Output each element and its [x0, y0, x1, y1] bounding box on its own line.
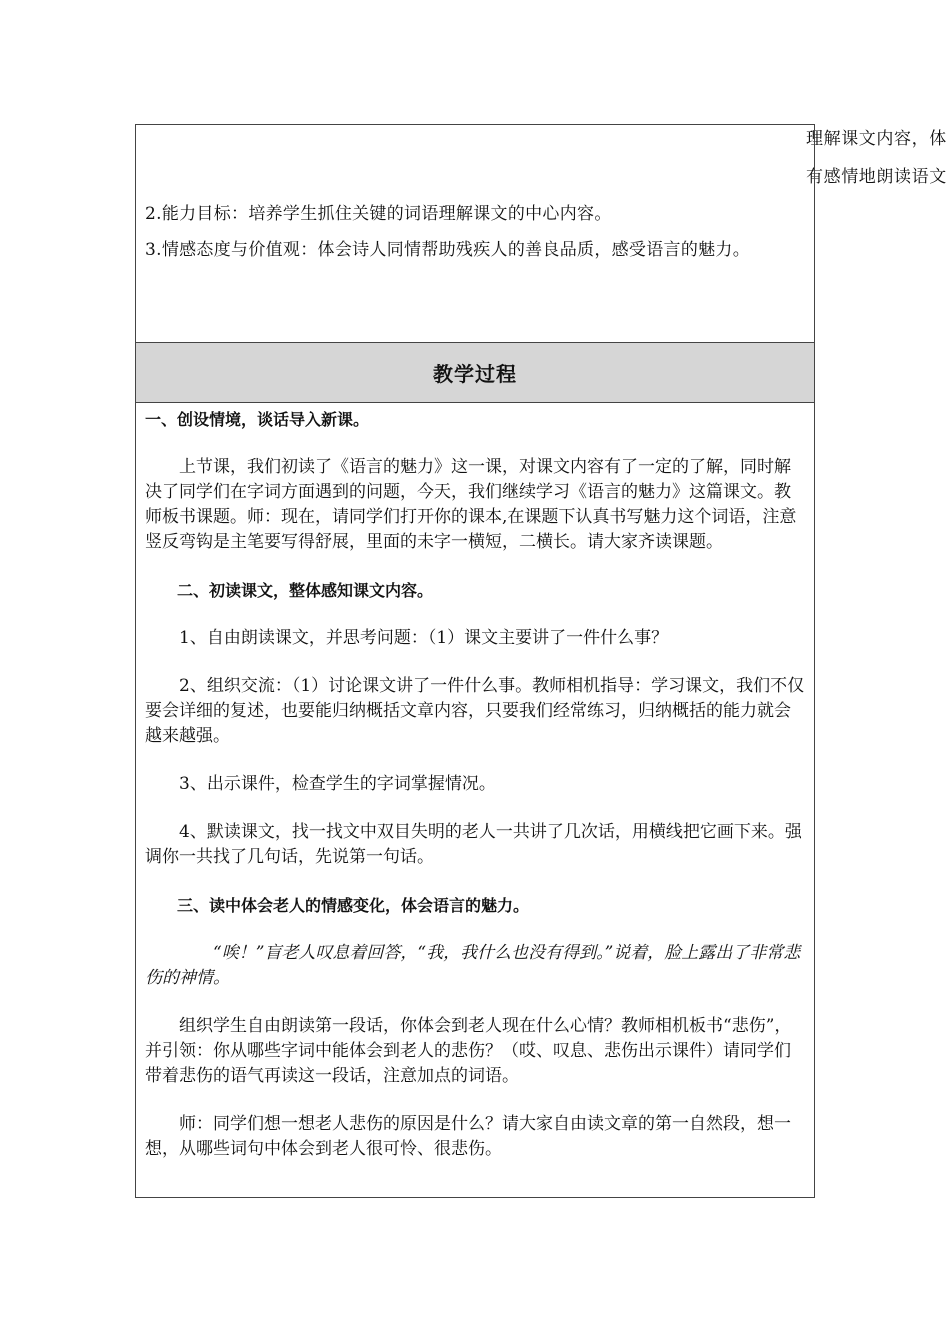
section-3-title: 三、读中体会老人的情感变化，体会语言的魅力。	[177, 896, 530, 915]
process-header-cell	[136, 343, 814, 403]
lesson-plan-table	[135, 124, 815, 1198]
section-1-title: 一、创设情境，谈话导入新课。	[145, 410, 370, 429]
quote-paragraph: “唉！”盲老人叹息着回答，“我，我什么也没有得到。”说着，脸上露出了非常悲伤的神情。	[145, 943, 801, 988]
ability-objective: 2.能力目标：培养学生抓住关键的词语理解课文的中心内容。	[145, 204, 612, 224]
step-2: 2、组织交流：（1）讨论课文讲了一件什么事。教师相机指导：学习课文，我们不仅要会详细的复述，也要能归纳概括文章内容，只要我们经常练习，归纳概括的能力就会越来越强。	[145, 676, 805, 746]
section-2-title: 二、初读课文，整体感知课文内容。	[177, 581, 434, 600]
objectives-cell	[136, 125, 814, 343]
step-1: 1、自由朗读课文，并思考问题：（1）课文主要讲了一件什么事？	[179, 628, 669, 648]
emotion-objective: 3.情感态度与价值观：体会诗人同情帮助残疾人的善良品质，感受语言的魅力。	[145, 240, 751, 260]
paragraph-a: 组织学生自由朗读第一段话，你体会到老人现在什么心情？教师相机板书“悲伤”，并引领：你从哪些字词中能体会到老人的悲伤？（哎、叹息、悲伤出示课件）请同学们带着悲伤的语气再读这一段话，注意加点的词语。	[145, 1016, 792, 1086]
process-header-title: 教学过程	[433, 362, 517, 386]
section-1-paragraph: 上节课，我们初读了《语言的魅力》这一课，对课文内容有了一定的了解，同时解决了同学们在字词方面遇到的问题，今天，我们继续学习《语言的魅力》这篇课文。教师板书课题。师：现在，请同学们打开你的课本,在课题下认真书写魅力这个词语，注意竖反弯钩是主笔要写得舒展，里面的未字一横短，二横长。请大家齐读课题。	[145, 457, 797, 552]
step-3: 3、出示课件，检查学生的字词掌握情况。	[179, 774, 496, 794]
paragraph-b: 师：同学们想一想老人悲伤的原因是什么？请大家自由读文章的第一自然段，想一想，从哪些词句中体会到老人很可怜、很悲伤。	[145, 1114, 791, 1159]
process-content-cell	[136, 403, 814, 1197]
step-4: 4、默读课文，找一找文中双目失明的老人一共讲了几次话，用横线把它画下来。强调你一共找了几句话，先说第一句话。	[145, 822, 802, 867]
overflow-text-line-2: 有感情地朗读语文	[806, 167, 947, 187]
overflow-text-line-1: 理解课文内容，体	[806, 129, 947, 149]
